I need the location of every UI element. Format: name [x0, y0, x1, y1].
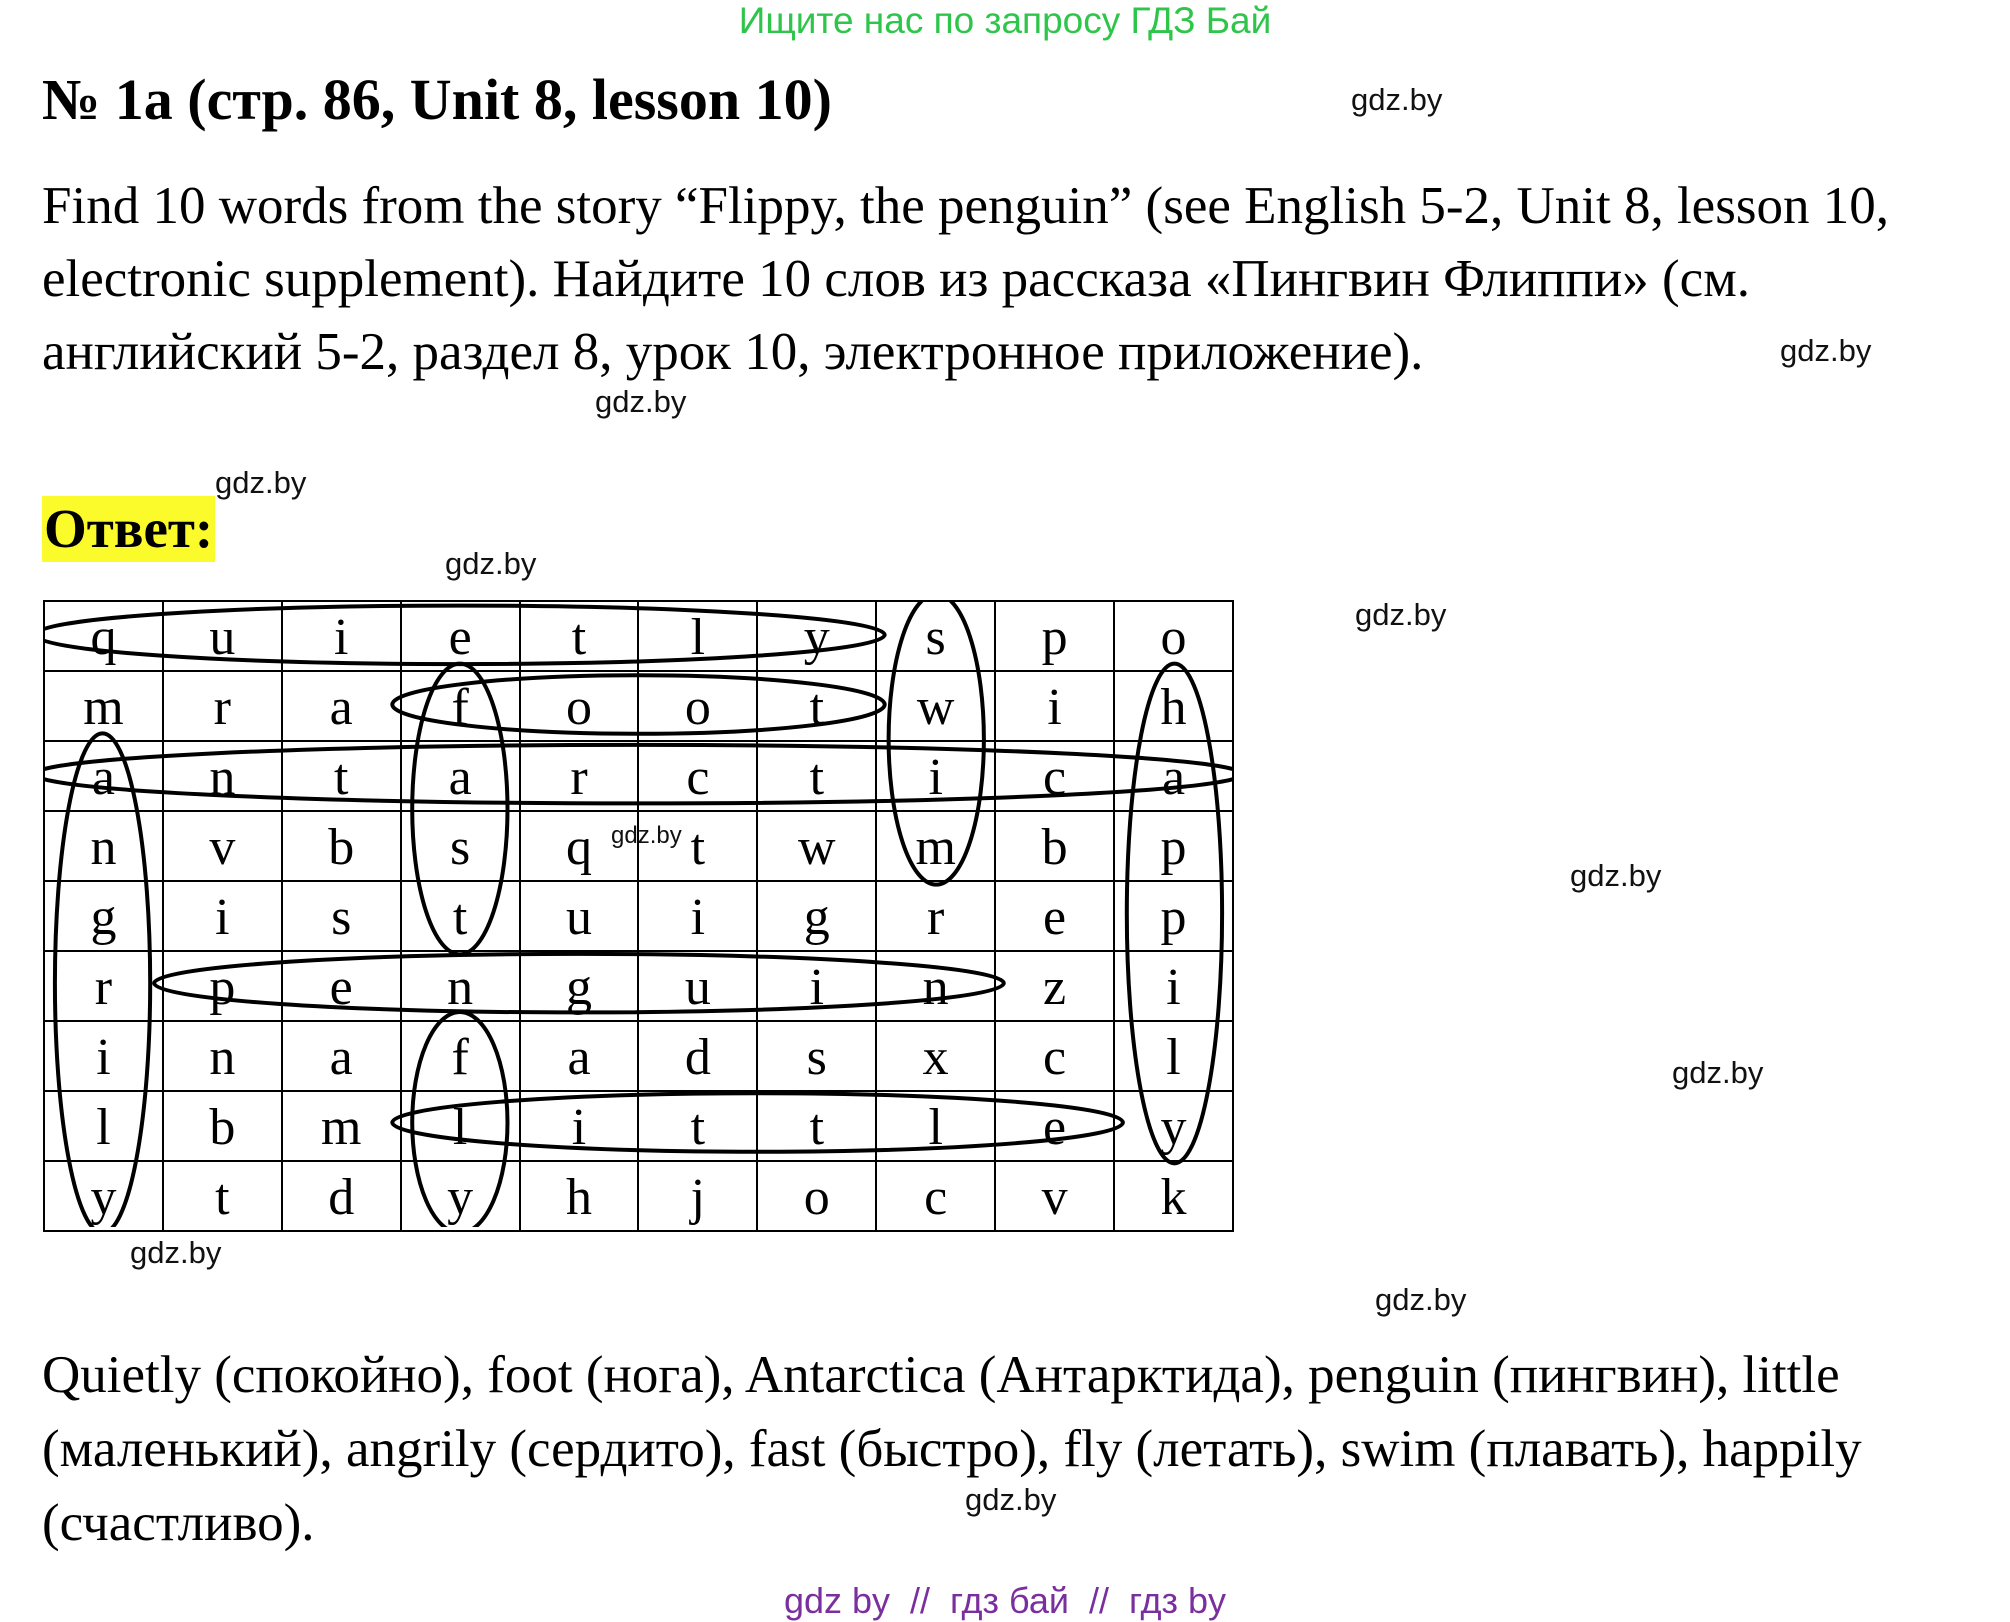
grid-cell: n — [876, 951, 995, 1021]
grid-cell: t — [757, 671, 876, 741]
grid-cell: s — [282, 881, 401, 951]
grid-row — [44, 951, 1233, 1021]
grid-cell: a — [282, 671, 401, 741]
grid-row — [44, 601, 1233, 671]
grid-cell: e — [995, 881, 1114, 951]
grid-cell: b — [995, 811, 1114, 881]
grid-cell: n — [44, 811, 163, 881]
word-search-grid — [43, 600, 1234, 1227]
grid-cell: i — [163, 881, 282, 951]
grid-cell: i — [638, 881, 757, 951]
watermark: gdz.by — [130, 1235, 222, 1270]
grid-cell: g — [757, 881, 876, 951]
grid-cell: o — [638, 671, 757, 741]
grid-cell: e — [401, 601, 520, 671]
grid-cell: b — [163, 1091, 282, 1161]
grid-cell: w — [876, 671, 995, 741]
grid-cell: o — [520, 671, 639, 741]
grid-cell: e — [995, 1091, 1114, 1161]
grid-cell: g — [44, 881, 163, 951]
grid-cell: o — [1114, 601, 1233, 671]
grid-cell: p — [995, 601, 1114, 671]
grid-cell: t — [757, 741, 876, 811]
grid-cell: c — [995, 741, 1114, 811]
watermark: gdz.by — [1355, 597, 1447, 632]
grid-cell: m — [44, 671, 163, 741]
grid-cell: t — [401, 881, 520, 951]
grid-cell: n — [163, 1021, 282, 1091]
grid-cell: f — [401, 671, 520, 741]
footer-links: gdz by // гдз бай // гдз by — [783, 1580, 1227, 1621]
grid-cell: a — [401, 741, 520, 811]
grid-cell: q — [520, 811, 639, 881]
grid-cell: m — [876, 811, 995, 881]
grid-cell: y — [401, 1161, 520, 1231]
grid-cell: u — [638, 951, 757, 1021]
grid-cell: h — [520, 1161, 639, 1231]
grid-cell: c — [995, 1021, 1114, 1091]
grid-cell: w — [757, 811, 876, 881]
grid-cell: r — [520, 741, 639, 811]
grid-cell: y — [1114, 1091, 1233, 1161]
grid-cell: c — [876, 1161, 995, 1231]
grid-row — [44, 1021, 1233, 1091]
grid-cell: n — [163, 741, 282, 811]
watermark: gdz.by — [215, 465, 307, 500]
watermark: gdz.by — [445, 546, 537, 581]
grid-cell: i — [520, 1091, 639, 1161]
grid-cell: z — [995, 951, 1114, 1021]
grid-cell: t — [163, 1161, 282, 1231]
grid-cell: p — [1114, 811, 1233, 881]
grid-cell: u — [163, 601, 282, 671]
grid-cell: d — [638, 1021, 757, 1091]
grid-cell: r — [44, 951, 163, 1021]
grid-cell: t — [282, 741, 401, 811]
grid-cell: i — [876, 741, 995, 811]
grid-cell: l — [638, 601, 757, 671]
exercise-heading: № 1a (стр. 86, Unit 8, lesson 10) — [42, 67, 832, 132]
grid-cell: p — [163, 951, 282, 1021]
answer-text: Quietly (спокойно), foot (нога), Antarctica (Антарктида), penguin (пингвин), little (маленький), angrily (сердито), fast (быстро), fly (летать), swim (плавать), happily (счастливо). — [42, 1346, 1862, 1552]
grid-cell: a — [44, 741, 163, 811]
grid-cell: d — [282, 1161, 401, 1231]
grid-cell: s — [876, 601, 995, 671]
grid-cell: m — [282, 1091, 401, 1161]
grid-cell: l — [1114, 1021, 1233, 1091]
grid-cell: i — [282, 601, 401, 671]
grid-row — [44, 881, 1233, 951]
grid-cell: r — [163, 671, 282, 741]
watermark: gdz.by — [1351, 82, 1443, 117]
grid-row — [44, 741, 1233, 811]
grid-cell: i — [44, 1021, 163, 1091]
grid-cell: p — [1114, 881, 1233, 951]
grid-cell: l — [44, 1091, 163, 1161]
grid-cell: s — [757, 1021, 876, 1091]
grid-cell: q — [44, 601, 163, 671]
grid-cell: s — [401, 811, 520, 881]
grid-cell: x — [876, 1021, 995, 1091]
grid-cell: b — [282, 811, 401, 881]
grid-cell: t — [520, 601, 639, 671]
grid-cell: y — [757, 601, 876, 671]
grid-cell: t — [638, 811, 757, 881]
grid-cell: g — [520, 951, 639, 1021]
grid-row — [44, 1091, 1233, 1161]
watermark: gdz.by — [595, 384, 687, 419]
grid-cell: i — [995, 671, 1114, 741]
grid-cell: t — [757, 1091, 876, 1161]
watermark: gdz.by — [1375, 1282, 1467, 1317]
watermark: gdz.by — [965, 1482, 1057, 1517]
grid-cell: f — [401, 1021, 520, 1091]
grid-cell: h — [1114, 671, 1233, 741]
grid-cell: y — [44, 1161, 163, 1231]
watermark: gdz.by — [1672, 1055, 1764, 1090]
grid-cell: n — [401, 951, 520, 1021]
task-text: Find 10 words from the story “Flippy, the penguin” (see English 5-2, Unit 8, lesson 10, electronic supplement). Найдите 10 слов из рассказа «Пингвин Флиппи» (см. английский 5-2, раздел 8, урок 10, электронное приложение). — [42, 177, 1889, 381]
grid-cell: i — [1114, 951, 1233, 1021]
grid-cell: l — [876, 1091, 995, 1161]
top-banner: Ищите нас по запросу ГДЗ Бай — [738, 0, 1272, 41]
watermark: gdz.by — [1780, 333, 1872, 368]
letter-table — [43, 600, 1234, 1232]
grid-cell: l — [401, 1091, 520, 1161]
grid-cell: a — [520, 1021, 639, 1091]
grid-cell: a — [1114, 741, 1233, 811]
grid-row — [44, 1161, 1233, 1231]
grid-cell: c — [638, 741, 757, 811]
answer-label: Ответ: — [42, 496, 215, 562]
grid-cell: t — [638, 1091, 757, 1161]
watermark: gdz.by — [611, 822, 682, 849]
grid-cell: e — [282, 951, 401, 1021]
watermark: gdz.by — [1570, 858, 1662, 893]
grid-cell: u — [520, 881, 639, 951]
grid-cell: i — [757, 951, 876, 1021]
grid-cell: o — [757, 1161, 876, 1231]
grid-cell: j — [638, 1161, 757, 1231]
grid-cell: v — [163, 811, 282, 881]
grid-cell: r — [876, 881, 995, 951]
grid-row — [44, 671, 1233, 741]
grid-cell: v — [995, 1161, 1114, 1231]
grid-cell: k — [1114, 1161, 1233, 1231]
grid-cell: a — [282, 1021, 401, 1091]
